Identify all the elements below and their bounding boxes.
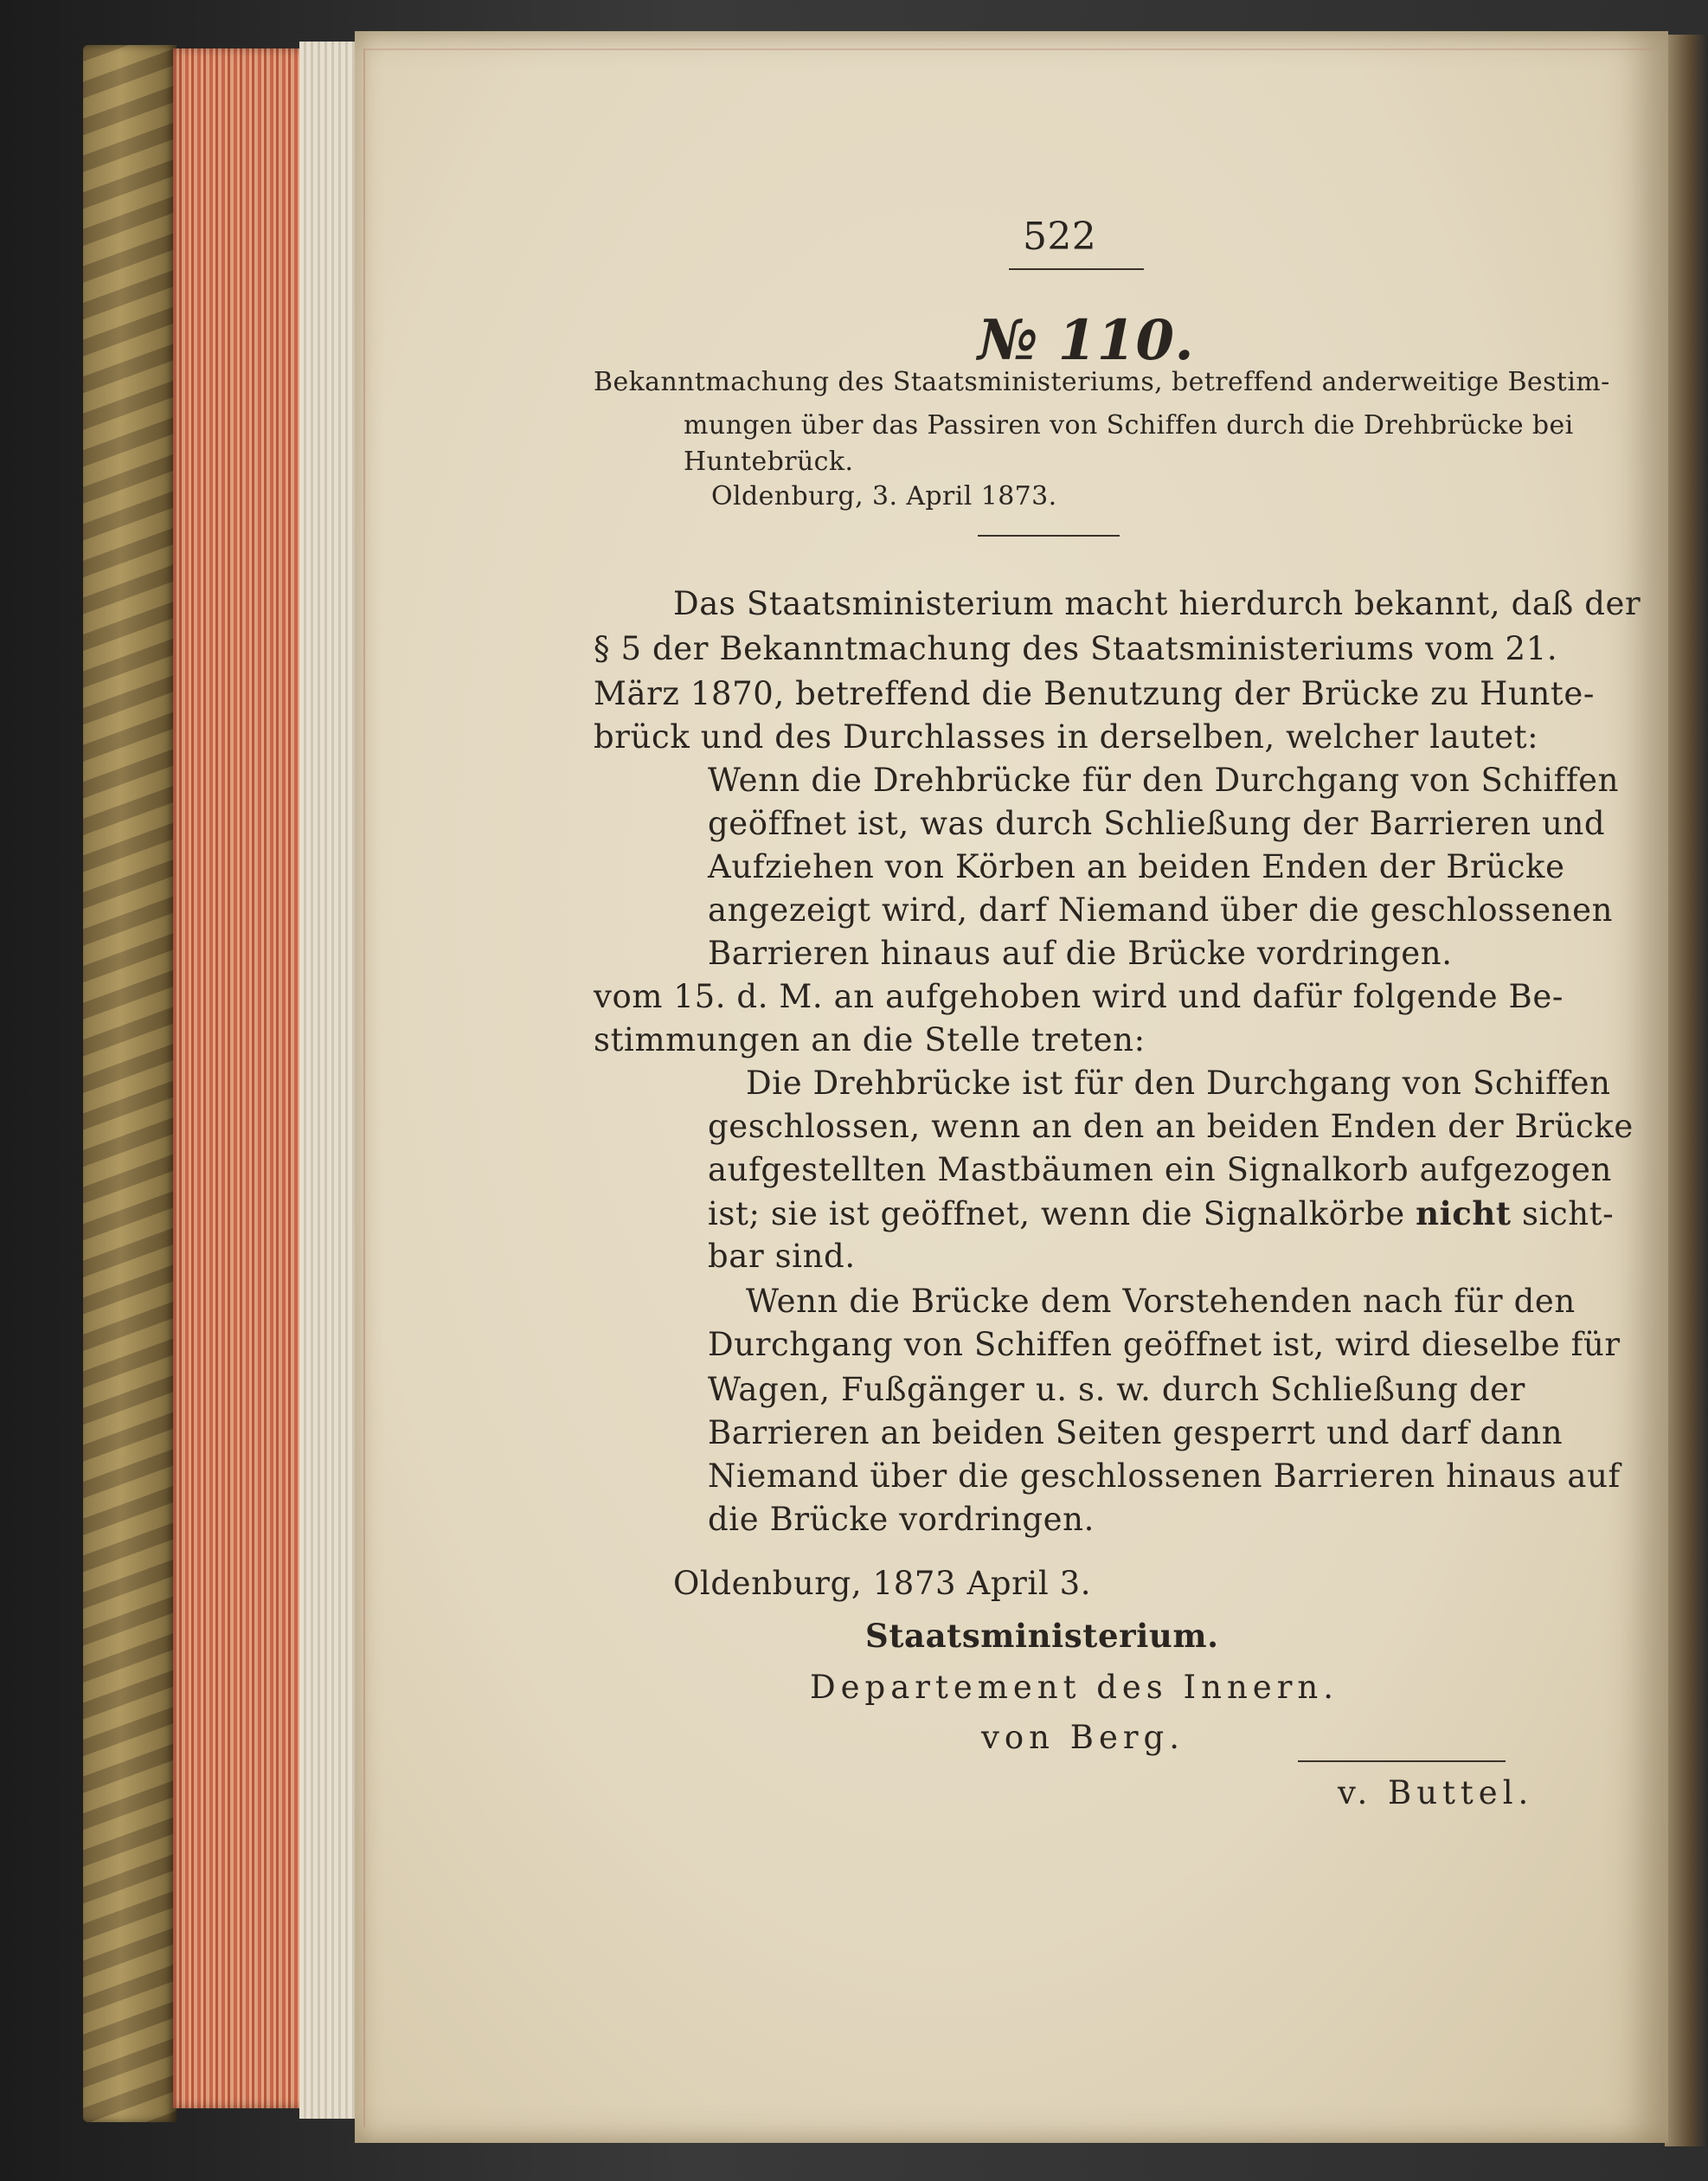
- body-line-4: brück und des Durchlasses in derselben, welcher lautet:: [594, 718, 1539, 756]
- emphasis-nicht: nicht: [1416, 1194, 1512, 1232]
- quote3-line-5: Niemand über die geschlossenen Barrieren hinaus auf: [708, 1457, 1621, 1495]
- quote2-line-2: geschlossen, wenn an den an beiden Enden der Brücke: [708, 1108, 1634, 1145]
- document-number: № 110.: [978, 308, 1195, 373]
- title-line-2: mungen über das Passiren von Schiffen durch die Drehbrücke bei: [684, 410, 1574, 441]
- body-line-1: Das Staatsministerium macht hierdurch bekannt, daß der: [673, 585, 1641, 622]
- dateline: Oldenburg, 3. April 1873.: [711, 481, 1057, 511]
- quote2-line-1: Die Drehbrücke ist für den Durchgang von Schiffen: [746, 1065, 1611, 1102]
- book-gutter: [1665, 35, 1708, 2146]
- signer-name: von Berg.: [981, 1719, 1185, 1756]
- quote1-line-1: Wenn die Drehbrücke für den Durchgang von Schiffen: [708, 762, 1620, 799]
- quote1-line-4: angezeigt wird, darf Niemand über die geschlossenen: [708, 891, 1614, 929]
- header-rule: [1009, 268, 1144, 270]
- book-cover-marbled: [83, 45, 177, 2122]
- quote2-line-4: [708, 1194, 1614, 1232]
- quote1-line-3: Aufziehen von Körben an beiden Enden der Brücke: [708, 848, 1565, 885]
- quote1-line-2: geöffnet ist, was durch Schließung der Barrieren und: [708, 805, 1606, 842]
- quote3-line-2: Durchgang von Schiffen geöffnet ist, wird dieselbe für: [708, 1326, 1621, 1363]
- page-edges-inner: [299, 42, 360, 2119]
- quote3-line-3: Wagen, Fußgänger u. s. w. durch Schließung der: [708, 1371, 1525, 1408]
- countersigner-name: v. Buttel.: [1338, 1774, 1534, 1811]
- quote2-line-4-a: ist; sie ist geöffnet, wenn die Signalkörbe: [708, 1195, 1416, 1232]
- quote3-line-4: Barrieren an beiden Seiten gesperrt und darf dann: [708, 1414, 1564, 1451]
- quote2-line-5: bar sind.: [708, 1238, 856, 1275]
- quote3-line-1: Wenn die Brücke dem Vorstehenden nach für den: [746, 1283, 1576, 1320]
- title-line-1: Bekanntmachung des Staatsministeriums, betreffend anderweitige Bestim-: [594, 367, 1610, 397]
- body2-line-2: stimmungen an die Stelle treten:: [594, 1021, 1146, 1058]
- quote1-line-5: Barrieren hinaus auf die Brücke vordringen.: [708, 935, 1453, 972]
- body2-line-1: vom 15. d. M. an aufgehoben wird und dafür folgende Be-: [594, 978, 1564, 1015]
- signature-rule: [1298, 1760, 1506, 1762]
- quote3-line-6: die Brücke vordringen.: [708, 1501, 1095, 1538]
- issuing-authority: Staatsministerium.: [865, 1617, 1219, 1655]
- quote2-line-4-b: sicht-: [1511, 1195, 1615, 1232]
- closing-place-date: Oldenburg, 1873 April 3.: [673, 1565, 1092, 1602]
- department: Departement des Innern.: [810, 1669, 1339, 1706]
- page-number: 522: [1023, 215, 1097, 259]
- body-line-2: § 5 der Bekanntmachung des Staatsministeriums vom 21.: [594, 630, 1558, 667]
- body-line-3: März 1870, betreffend die Benutzung der Brücke zu Hunte-: [594, 675, 1595, 712]
- quote2-line-3: aufgestellten Mastbäumen ein Signalkorb aufgezogen: [708, 1151, 1612, 1188]
- title-line-3: Huntebrück.: [684, 447, 854, 477]
- title-rule: [978, 535, 1120, 537]
